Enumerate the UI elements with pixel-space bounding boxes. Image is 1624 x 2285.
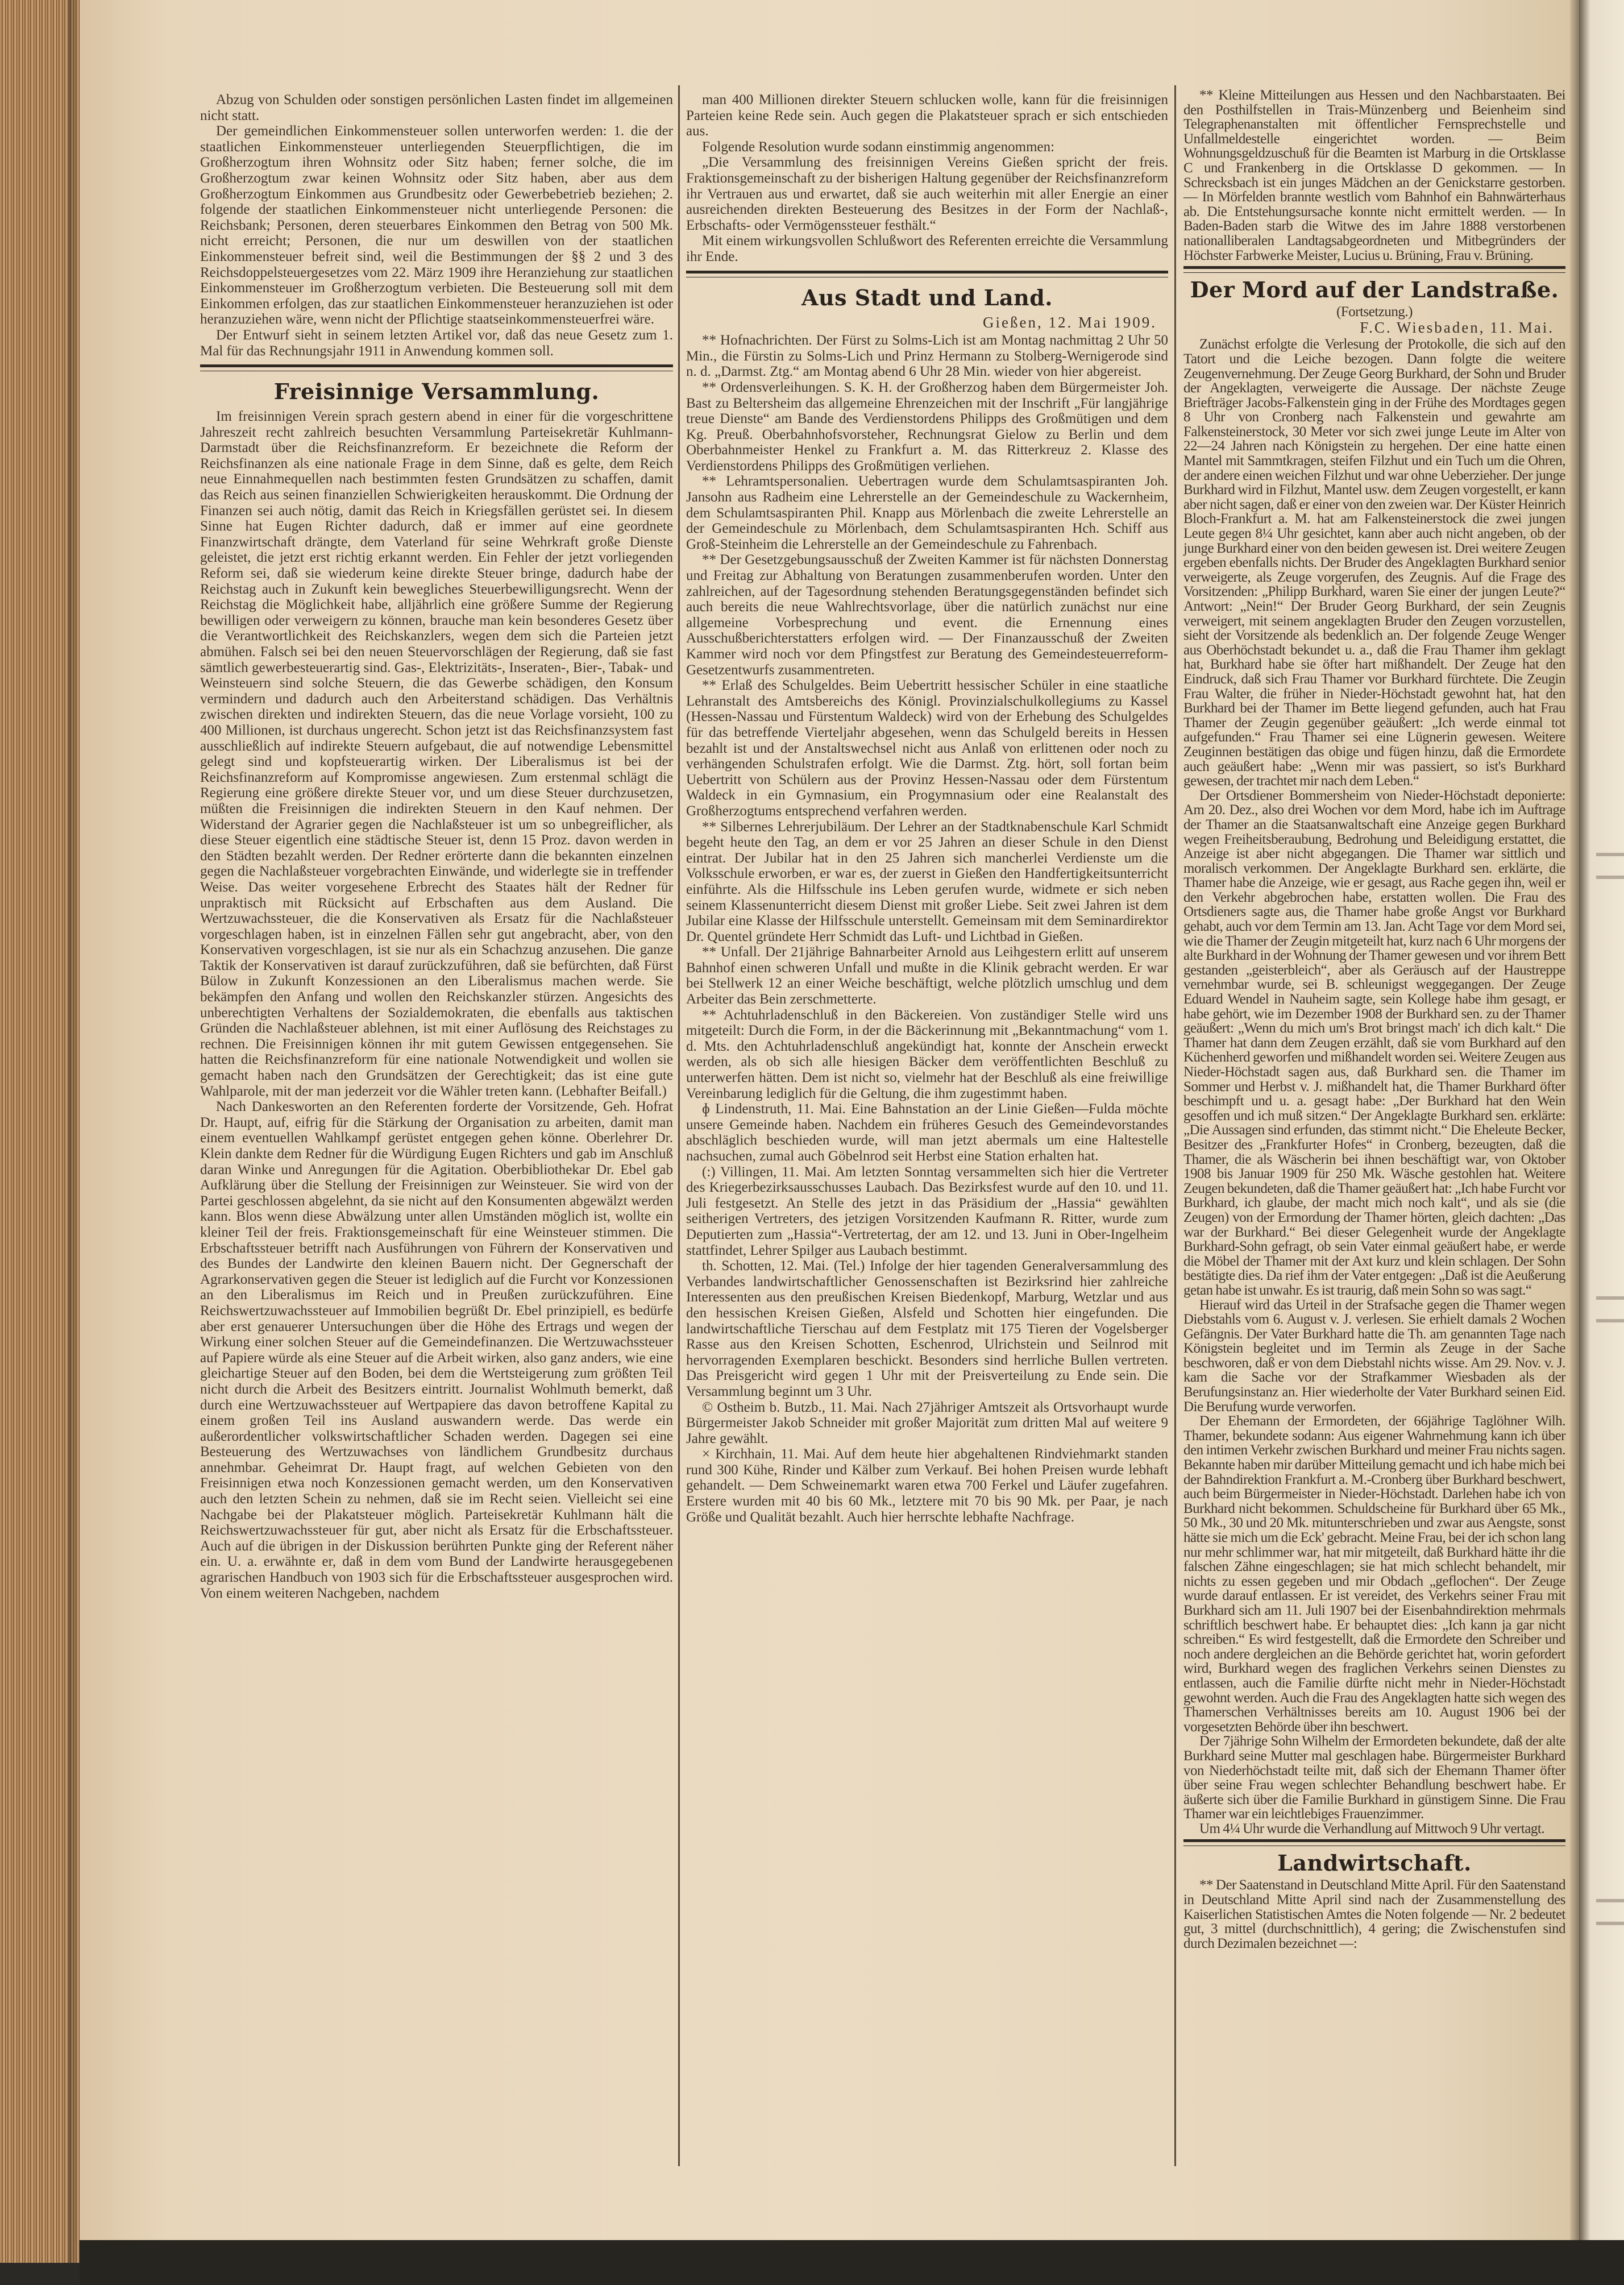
headline-freisinnige-versammlung: Freisinnige Versammlung. bbox=[273, 379, 600, 405]
paragraph: th. Schotten, 12. Mai. (Tel.) Infolge der hier tagenden Generalversammlung des Verbandes landwirtschaftlicher Genossenschaften ist Bezirksrind hier zahlreiche Interessenten aus den preußischen Kreisen Biedenkopf, Marburg, Wetzlar und aus den hessischen Kreisen Gießen, Alsfeld und Schotten hier eingefunden. Die landwirtschaftliche Tierschau auf dem Festplatz mit 175 Tieren der Vogelsberger Rasse aus den Kreisen Schotten, Eschenrod, Ulrichstein und Seilnrod mit hervorragenden Exemplaren beschickt. Besonders sind herrliche Bullen vertreten. Das Preisgericht wird gegen 1 Uhr mit der Preisverteilung zu Ende sein. Die Versammlung beginnt um 3 Uhr. bbox=[686, 1258, 1168, 1399]
column-2 bbox=[686, 92, 1168, 1525]
headline-landwirtschaft: Landwirtschaft. bbox=[1277, 1850, 1472, 1876]
subtitle: (Fortsetzung.) bbox=[1336, 304, 1413, 320]
paragraph: Der Ortsdiener Bommersheim von Nieder-Höchstadt deponierte: Am 20. Dez., also drei Wochen vor dem Mord, habe ich im Auftrage der Thamer an die Staatsanwaltschaft eine Anzeige gegen Burkhard wegen Freiheitsberaubung, Bedrohung und Beleidigung erstattet, die Anzeige ist aber nicht abgegangen. Die Thamer war sittlich und moralisch verkommen. Der Angeklagte Burkhard sen. erklärte, die Thamer habe die Anzeige, wie er gesagt, aus Rache gegen ihn, weil er den Verkehr abgebrochen habe, erstatten wollen. Die Frau des Ortsdieners sagte aus, die Thamer habe große Angst vor Burkhard gehabt, auch vor dem Termin am 13. Jan. Acht Tage vor dem Mord sei, wie die Thamer der Zeugin mitgeteilt hat, kurz nach 6 Uhr morgens der alte Burkhard in der Wohnung der Thamer gewesen und vor ihrem Bett gestanden „geisterbleich“, aber als Geräusch auf der Haustreppe vernehmbar wurde, sei B. schleunigst weggegangen. Der Zeuge Eduard Wendel in Nauheim sagte, sein Kollege habe ihm gesagt, er habe gehört, wie im Dezember 1908 der Burkhard sen. zu der Thamer geäußert: „Wenn du mich um's Brot bringst mach' ich dich kalt.“ Die Thamer hat dann dem Zeugen erzählt, daß sie vom Burkhard auf den Küchenherd geworfen und mißhandelt worden sei. Weitere Zeugen aus Nieder-Höchstadt sagen aus, daß Burkhard sen. die Thamer im Sommer und Herbst v. J. mißhandelt hat, die Thamer Burkhard öfter beschimpft und u. a. gesagt habe: „Der Burkhard hat den Wein gesoffen und ich muß sitzen.“ Der Angeklagte Burkhard sen. erklärte: „Die Aussagen sind erfunden, das stimmt nicht.“ Die Eheleute Becker, Besitzer des „Frankfurter Hofes“ in Cronberg, bezeugten, daß die Thamer, die als Wäscherin bei ihnen beschäftigt war, von Oktober 1908 bis Januar 1909 für 250 Mk. Wäsche gestohlen hat. Weitere Zeugen bekundeten, daß die Thamer geäußert hat: „Ich habe Furcht vor Burkhard, ich glaube, der macht mich noch kalt“, und als sie (die Zeugen) von der Ermordung der Thamer hörten, gleich dachten: „Das war der Burkhard.“ Bei dieser Gelegenheit wurde der Angeklagte Burkhard-Sohn gefragt, ob sein Vater einmal geäußert habe, er werde die Möbel der Thamer mit der Axt kurz und klein schlagen. Der Sohn bestätigte dies. Da rief ihm der Vater entgegen: „Daß ist die Aeußerung getan habe ist unwahr. Es ist traurig, daß mein Sohn so was sagt.“ bbox=[1183, 787, 1565, 1298]
paragraph: ** Ordensverleihungen. S. K. H. der Großherzog haben dem Bürgermeister Joh. Bast zu Beltersheim das allgemeine Ehrenzeichen mit der Inschrift „Für langjährige treue Dienste“ am Bande des Verdienstordens Philipps des Großmütigen und dem Kg. Preuß. Oberbahnhofsvorsteher, Rechnungsrat Gielow zu Berlin und dem Oberbahnmeister Henkel zu Frankfurt a. M. das Ritterkreuz 2. Klasse des Verdienstordens Philipps des Großmütigen verliehen. bbox=[686, 379, 1168, 474]
paragraph: Nach Dankesworten an den Referenten forderte der Vorsitzende, Geh. Hofrat Dr. Haupt, auf, eifrig für die Stärkung der Organisation zu arbeiten, damit man einem eventuellen Wahlkampf gerüstet entgegen gehen könne. Oberlehrer Dr. Klein dankte dem Redner für die Würdigung Eugen Richters und gab im Anschluß daran Winke und Anregungen für die Agitation. Oberbibliothekar Dr. Ebel gab Aufklärung über die Stellung der Freisinnigen zur Weinsteuer. Sie wird von der Partei geschlossen abgelehnt, da sie nicht auf den Konsumenten abgewälzt werden kann. Blos wenn diese Abwälzung unter allen Umständen möglich ist, wollte ein kleiner Teil der freis. Fraktionsgemeinschaft für eine Weinsteuer stimmen. Die Erbschaftssteuer betrifft nach Ausführungen von Führern der Konservativen und des Bundes der Landwirte den kleinen Bauern nicht. Der Gegnerschaft der Agrarkonservativen gegen die Steuer ist lediglich auf die Furcht vor Konzessionen an den Liberalismus im Reich und in Preußen zurückzuführen. Eine Reichswertzuwachssteuer auf Immobilien begrüßt Dr. Ebel prinzipiell, es bedürfe aber erst genauerer Untersuchungen über die Höhe des Ertrags und wegen der Wirkung einer solchen Steuer auf die Gemeindefinanzen. Die Wertzuwachssteuer auf Papiere würde als eine Steuer auf die Arbeit wirken, also ganz anders, wie eine gleichartige Steuer auf den Boden, bei dem die Wertsteigerung zum größten Teil nicht durch die Arbeit des Besitzers eintritt. Journalist Wohlmuth bemerkt, daß durch eine Wertzuwachssteuer auf Wertpapiere das davon betroffene Kapital zu einem großen Teil ins Ausland auswandern werde. Das werde ein außerordentlicher volkswirtschaftlicher Schaden werden. Dagegen sei eine Besteuerung des Wertzuwachses von ländlichem Grundbesitz durchaus annehmbar. Geheimrat Dr. Haupt fragt, auf welchen Gebieten von den Freisinnigen etwa noch Konzessionen gemacht werden, um den Konservativen auch den letzten Schein zu nehmen, daß sie im Recht seien. Vielleicht sei eine Nachgabe bei der Plakatsteuer möglich. Parteisekretär Kuhlmann hält die Reichswertzuwachssteuer für gut, aber nicht als Ersatz für die Erbschaftssteuer. Auch auf die übrigen in der Diskussion berührten Punkte ging der Referent näher ein. U. a. erwähnte er, daß in dem vom Bund der Landwirte herausgegebenen agrarischen Handbuch von 1903 sich für die Erbschaftssteuer ausgesprochen wird. Von einem weiteren Nachgeben, nachdem bbox=[200, 1099, 673, 1601]
paragraph: Hierauf wird das Urteil in der Strafsache gegen die Thamer wegen Diebstahls vom 6. August v. J. verlesen. Sie erhielt damals 2 Wochen Gefängnis. Der Vater Burkhard hatte die Th. am genannten Tage nach Königstein begleitet und im Termin als Zeuge in der Sache beschworen, daß er von dem Diebstahl nichts wisse. Am 29. Nov. v. J. kam die Sache vor der Strafkammer Wiesbaden als der Berufungsinstanz an. Hier wiederholte der Vater Burkhard seinen Eid. Die Berufung wurde verworfen. bbox=[1183, 1297, 1565, 1415]
book-page-edges bbox=[0, 0, 80, 2263]
paragraph: Der gemeindlichen Einkommensteuer sollen unterworfen werden: 1. die der staatlichen Einkommensteuer unterliegenden Steuerpflichtigen, die im Großherzogtum ihren Wohnsitz oder Sitz haben; ferner solche, die im Großherzogtum zwar keinen Wohnsitz oder Sitz haben, aber aus dem Großherzogtum Einkommen aus Grundbesitz oder Gewerbebetrieb beziehen; 2. folgende der staatlichen Einkommensteuer nicht unterliegende Personen: die Reichsbank; Personen, deren steuerbares Einkommen den Betrag von 500 Mk. nicht erreicht; Personen, die nur um deswillen von der staatlichen Einkommensteuer befreit sind, weil die Bestimmungen der §§ 2 und 3 des Reichsdoppelsteuergesetzes vom 22. März 1909 ihre Heranziehung zur staatlichen Einkommensteuer im Großherzogtum verbieten. Die Besteuerung soll mit dem Einkommen erfolgen, das zur staatlichen Einkommensteuer heranzuziehen ist oder heranzuziehen wäre, wenn nicht der Pflichtige staatseinkommensteuerfrei wäre. bbox=[200, 123, 673, 327]
paragraph: ** Lehramtspersonalien. Uebertragen wurde dem Schulamtsaspiranten Joh. Jansohn aus Radheim eine Lehrerstelle an der Gemeindeschule zu Wackernheim, dem Schulamtsaspiranten Phil. Knapp aus Mörlenbach die zweite Lehrerstelle an der Gemeindeschule zu Mörlenbach, dem Schulamtsaspiranten Hch. Schiff aus Groß-Steinheim die Lehrerstelle an der Gemeindeschule zu Fahrenbach. bbox=[686, 474, 1168, 552]
section-rule bbox=[200, 364, 673, 371]
paragraph: ** Kleine Mitteilungen aus Hessen und den Nachbarstaaten. Bei den Posthilfstellen in Trais-Münzenberg und Beienheim sind Telegraphenanstalten mit öffentlicher Fernsprechstelle und Unfallmeldestelle eingerichtet worden. — Beim Wohnungsgeldzuschuß für die Beamten ist Marburg in die Ortsklasse C und Frankenberg in die Ortsklasse D gekommen. — In Schrecksbach ist ein junges Mädchen an der Genickstarre gestorben. — In Mörfelden brannte westlich vom Bahnhof ein Bahnwärterhaus ab. Die Entstehungsursache konnte nicht ermittelt werden. — In Baden-Baden starb die Witwe des im Jahre 1888 verstorbenen nationalliberalen Landtagsabgeordneten und Mitbegründers der Höchster Farbwerke Meister, Lucius u. Brüning, Frau v. Brüning. bbox=[1183, 88, 1565, 263]
column-3 bbox=[1183, 88, 1565, 1951]
paragraph: Mit einem wirkungsvollen Schlußwort des Referenten erreichte die Versammlung ihr Ende. bbox=[686, 233, 1168, 264]
kleine-mitteilungen bbox=[1183, 88, 1565, 263]
paragraph: (:) Villingen, 11. Mai. Am letzten Sonntag versammelten sich hier die Vertreter des Kriegerbezirksausschusses Laubach. Das Bezirksfest wurde auf den 10. und 11. Juli festgesetzt. An Stelle des jetzt in das Präsidium der „Hassia“ gewählten seitherigen Vertreters, des jetzigen Vorsitzenden Kaufmann R. Ritter, wurde zum Deputierten zum „Hassia“-Vertretertag, der am 12. und 13. Juni in Ober-Ingelheim stattfindet, Lehrer Spilger aus Laubach bestimmt. bbox=[686, 1164, 1168, 1258]
continued-article bbox=[686, 92, 1168, 265]
paragraph: Der Entwurf sieht in seinem letzten Artikel vor, daß das neue Gesetz zum 1. Mal für das Rechnungsjahr 1911 in Anwendung kommen soll. bbox=[200, 327, 673, 359]
section-rule bbox=[1183, 1839, 1565, 1846]
paragraph: ** Erlaß des Schulgeldes. Beim Uebertritt hessischer Schüler in eine staatliche Lehranstalt des Amtsbereichs des Königl. Provinzialschulkollegiums zu Kassel (Hessen-Nassau und Fürstentum Waldeck) wird von der Erhebung des Schulgeldes für das betreffende Vierteljahr abgesehen, wenn das Schulgeld bereits in Hessen bezahlt ist und der Anstaltswechsel nicht aus Anlaß von erlittenen oder noch zu verhängenden Schulstrafen erfolgt. Wie die Darmst. Ztg. hört, soll fortan beim Uebertritt von Schülern aus der Provinz Hessen-Nassau oder dem Fürstentum Waldeck in ein Gymnasium, ein Progymnasium oder eine Realanstalt des Großherzogtums entsprechend verfahren werden. bbox=[686, 678, 1168, 819]
paragraph: ** Der Saatenstand in Deutschland Mitte April. Für den Saatenstand in Deutschland Mitte April sind nach der Zusammenstellung des Kaiserlichen Statistischen Amtes die Noten folgende — Nr. 2 bedeutet gut, 3 mittel (durchschnittlich), 4 gering; die Zwischenstufen sind durch Dezimalen bezeichnet —: bbox=[1183, 1877, 1565, 1951]
paragraph: Der Ehemann der Ermordeten, der 66jährige Taglöhner Wilh. Thamer, bekundete sodann: Aus eigener Wahrnehmung kann ich über den intimen Verkehr zwischen Burkhard und meiner Frau nichts sagen. Bekannte haben mir darüber Mitteilung gemacht und ich habe mich bei der Bahndirektion Frankfurt a. M.-Cronberg über Burkhard beschwert, auch beim Bürgermeister in Nieder-Höchstadt. Darlehen habe ich von Burkhard nicht bekommen. Schuldscheine für Burkhard über 65 Mk., 50 Mk., 30 und 20 Mk. mitunterschrieben und zwar aus Aengste, sonst hätte sie mich um die Eck' gebracht. Meine Frau, bei der ich schon lang nur mehr schlimmer war, hat mir mitgeteilt, daß Burkhard hätte ihr die falschen Zähne eingeschlagen; sie hat mich schlecht behandelt, mir nichts zu essen gegeben und mir Obdach „geflochen“. Der Zeuge wurde darauf entlassen. Er ist vereidet, des Verkehrs seiner Frau mit Burkhard sich am 11. Juli 1907 bei der Eisenbahndirektion mehrmals schriftlich beschwert habe. Er behauptet dies: „Ich kann ja gar nicht schreiben.“ Es wird festgestellt, daß die Ermordete den Schreiber und noch andere dergleichen an die Behörde gerichtet hat, worin gefordert wird, Burkhard wegen des fraglichen Verkehrs seinen Dienstes zu entlassen, auch die Familie dürfte nicht mehr in Nieder-Höchstadt gewohnt werden. Auch die Frau des Angeklagten hatte sich wegen des Thamerschen Verhältnisses bereits am 10. August 1906 bei der vorgesetzten Behörde über ihn beschwert. bbox=[1183, 1413, 1565, 1735]
paragraph: × Kirchhain, 11. Mai. Auf dem heute hier abgehaltenen Rindviehmarkt standen rund 300 Kühe, Rinder und Kälber zum Verkauf. Bei hohen Preisen wurde lebhaft gehandelt. — Dem Schweinemarkt waren etwa 700 Ferkel und Läufer zugefahren. Erstere wurden mit 40 bis 60 Mk., letztere mit 70 bis 90 Mk. per Paar, je nach Größe und Qualität bezahlt. Auch hier herrschte lebhafte Nachfrage. bbox=[686, 1446, 1168, 1525]
dateline: Gießen, 12. Mai 1909. bbox=[983, 313, 1157, 331]
book-gutter bbox=[1570, 0, 1579, 2251]
paragraph: Folgende Resolution wurde sodann einstimmig angenommen: bbox=[702, 139, 1055, 155]
section-rule bbox=[1183, 266, 1565, 273]
paragraph: Abzug von Schulden oder sonstigen persönlichen Lasten findet im allgemeinen nicht statt. bbox=[200, 92, 673, 123]
local-news-items bbox=[686, 333, 1168, 1525]
article-body bbox=[1183, 1878, 1565, 1951]
paragraph: Der 7jährige Sohn Wilhelm der Ermordeten bekundete, daß der alte Burkhard seine Mutter mal geschlagen habe. Bürgermeister Burkhard von Niederhöchstadt teilte mit, daß sich der Ehemann Thamer öfter über seine Frau wegen schlechter Behandlung beschwert habe. Er äußerte sich über die Familie Burkhard in günstigem Sinne. Die Frau Thamer war ein leichtlebiges Frauenzimmer. bbox=[1183, 1734, 1565, 1822]
paragraph: „Die Versammlung des freisinnigen Vereins Gießen spricht der freis. Fraktionsgemeinschaft zu der bisherigen Haltung gegenüber der Reichsfinanzreform ihr Vertrauen aus und erwartet, daß sie auch weiterhin mit aller Energie an einer ausreichenden direkten Besteuerung des Besitzes in der Form der Nachlaß-, Erbschafts- oder Vermögenssteuer festhält.“ bbox=[686, 155, 1168, 233]
paragraph: © Ostheim b. Butzb., 11. Mai. Nach 27jähriger Amtszeit als Ortsvorhaupt wurde Bürgermeister Jakob Schneider mit großer Majorität zum dritten Mal auf weitere 9 Jahre gewählt. bbox=[686, 1399, 1168, 1446]
paragraph: Um 4¼ Uhr wurde die Verhandlung auf Mittwoch 9 Uhr vertagt. bbox=[1199, 1820, 1545, 1836]
desk-background bbox=[80, 2240, 1624, 2285]
column-1 bbox=[200, 92, 673, 1601]
paragraph: ** Silbernes Lehrerjubiläum. Der Lehrer an der Stadtknabenschule Karl Schmidt begeht heute den Tag, an dem er vor 25 Jahren an dieser Schule in den Dienst eintrat. Der Jubilar hat in den 25 Jahren sich mancherlei Verdienste um die Volksschule erworben, er war es, der zuerst in Gießen den Handfertigkeitsunterricht einführte. Als die Hilfsschule ins Leben gerufen wurde, widmete er sich neben seinem Klassenunterricht diesem Dienst mit großer Liebe. Seit zwei Jahren ist dem Jubilar eine Klasse der Hilfsschule unterstellt. Gemeinsam mit dem Seminardirektor Dr. Quentel gründete Herr Schmidt das Luft- und Lichtbad in Gießen. bbox=[686, 819, 1168, 944]
paragraph: ** Achtuhrladenschluß in den Bäckereien. Von zuständiger Stelle wird uns mitgeteilt: Durch die Form, in der die Bäckerinnung mit „Bekanntmachung“ vom 1. d. Mts. den Achtuhrladenschluß angekündigt hat, konnte der Anschein erweckt werden, als ob sich alle hiesigen Bäcker dem veröffentlichten Beschluß zu unterwerfen hätten. Dem ist nicht so, vielmehr hat der Beschluß als eine freiwillige Vereinbarung lediglich für die Geltung, die ihm zugestimmt haben. bbox=[686, 1007, 1168, 1101]
paragraph: man 400 Millionen direkter Steuern schlucken wolle, kann für die freisinnigen Parteien keine Rede sein. Auch gegen die Plakatsteuer sprach er sich entschieden aus. bbox=[686, 92, 1168, 139]
paragraph: ** Hofnachrichten. Der Fürst zu Solms-Lich ist am Montag nachmittag 2 Uhr 50 Min., die Fürstin zu Solms-Lich und Prinz Hermann zu Stolberg-Wernigerode sind n. d. „Darmst. Ztg.“ am Montag abend 6 Uhr 28 Min. wieder von hier abgereist. bbox=[686, 333, 1168, 380]
headline-aus-stadt-und-land: Aus Stadt und Land. bbox=[801, 284, 1053, 310]
dateline: F.C. Wiesbaden, 11. Mai. bbox=[1360, 318, 1554, 336]
column-divider bbox=[678, 85, 680, 2166]
article-body bbox=[200, 409, 673, 1601]
column-divider bbox=[1174, 85, 1176, 2166]
paragraph: ɸ Lindenstruth, 11. Mai. Eine Bahnstation an der Linie Gießen—Fulda möchte unsere Gemeinde haben. Nachdem ein früheres Gesuch des Gemeindevorstandes abschläglich beschieden wurde, will man jetzt abermals um eine Haltestelle nachsuchen, zumal auch Göbelnrod seit Herbst eine Station erhalten hat. bbox=[686, 1101, 1168, 1164]
section-rule bbox=[686, 271, 1168, 277]
paragraph: ** Unfall. Der 21jährige Bahnarbeiter Arnold aus Leihgestern erlitt auf unserem Bahnhof einen schweren Unfall und mußte in die Klinik gebracht werden. Er war bei Stellwerk 12 an einer Weiche beschäftigt, welche plötzlich umschlug und dem Arbeiter das Bein zerschmetterte. bbox=[686, 944, 1168, 1007]
article-body bbox=[1183, 337, 1565, 1836]
paragraph: ** Der Gesetzgebungsausschuß der Zweiten Kammer ist für nächsten Donnerstag und Freitag zur Abhaltung von Beratungen zusammenberufen worden. Unter den zahlreichen, auf der Tagesordnung stehenden Beratungsgegenständen befindet sich auch bereits die neue Wahlrechtsvorlage, über die natürlich zunächst nur eine allgemeine Vorbesprechung und event. die Ernennung eines Ausschußberichterstatters erfolgen wird. — Der Finanzausschuß der Zweiten Kammer wird noch vor dem Pfingstfest zur Beratung des Gemeindesteuerreform-Gesetzentwurfs zusammentreten. bbox=[686, 552, 1168, 678]
paragraph: Zunächst erfolgte die Verlesung der Protokolle, die sich auf den Tatort und die Leiche bezogen. Dann folgte die weitere Zeugenvernehmung. Der Zeuge Georg Burkhard, der Sohn und Bruder der Angeklagten, verweigerte die Aussage. Der nächste Zeuge Briefträger Jacobs-Falkenstein ging in der Frühe des Mordtages gegen 8 Uhr von Cronberg nach Falkenstein und gewahrte am Falkensteinerstock, 30 Meter vor sich zwei junge Leute im Alter von 22—24 Jahren nach Königstein zu hergehen. Der eine hatte einen Mantel mit Sammtkragen, steifen Filzhut und ein Tuch um die Ohren, der andere einen weichen Filzhut und war ohne Ueberzieher. Der junge Burkhard wird in Filzhut, Mantel usw. dem Zeugen vorgestellt, er kann aber nicht sagen, daß er einer von den zweien war. Der Küster Heinrich Bloch-Frankfurt a. M. hat am Falkensteinerstock die zwei jungen Leute gegen 8¼ Uhr gesichtet, kann aber auch nicht angeben, ob der junge Burkhard einer von den beiden gewesen ist. Drei weitere Zeugen ergeben ebenfalls nichts. Der Bruder des Angeklagten Burkhard senior verweigerte, als Zeuge vorgerufen, des Zeugnis. Auf die Frage des Vorsitzenden: „Philipp Burkhard, waren Sie einer der jungen Leute?“ Antwort: „Nein!“ Der Bruder Georg Burkhard, der sein Zeugnis verweigert, mit seinem angeklagten Bruder den Zeugen vorzustellen, sieht der Vorsitzende als bedenklich an. Der folgende Zeuge Wenger aus Oberhöchstadt bekundet u. a., daß die Frau Thamer ihm geklagt hat, Burkhard habe sie öfter hart mißhandelt. Der Zeuge hat den Eindruck, daß sich Frau Thamer vor Burkhard fürchtete. Die Zeugin Frau Walter, die früher in Nieder-Höchstadt gewohnt hat, hat den Burkhard bei der Thamer im Bette liegend gefunden, auch hat Frau Thamer der Zeugin gegenüber geäußert: „Ich werde einmal tot aufgefunden.“ Frau Thamer sei eine Lügnerin gewesen. Weitere Zeuginnen bestätigen das obige und fügen hinzu, daß die Ermordete auch geäußert habe: „Wenn mir was passiert, so ist's Burkhard gewesen, der trachtet mir nach dem Leben.“ bbox=[1183, 337, 1565, 789]
headline-mord-auf-der-landstrasse: Der Mord auf der Landstraße. bbox=[1190, 277, 1559, 303]
paragraph: Im freisinnigen Verein sprach gestern abend in einer für die vorgeschrittene Jahreszeit recht zahlreich besuchten Versammlung Parteisekretär Kuhlmann-Darmstadt über die Reichsfinanzreform. Er bezeichnete die Reform der Reichsfinanzen als eine nationale Frage in dem Sinne, daß es gelte, dem Reich neue Einnahmequellen nach bestimmten festen Grundsätzen zu schaffen, damit das Reich aus seinen finanziellen Schwierigkeiten herauskommt. Die Ordnung der Finanzen sei auch nötig, damit das Reich in Kriegsfällen gerüstet sei. In diesem Sinne hat Eugen Richter dadurch, daß er immer auf eine geordnete Finanzwirtschaft drängte, dem Vaterland für seine Wehrkraft große Dienste geleistet, die jetzt erst richtig erkannt werden. Ein Fehler der jetzt vorliegenden Reform sei, daß sie wiederum keine direkte Steuer bringe, dadurch habe der Reichstag auch in Zukunft kein bewegliches Steuerbewilligungsrecht. Wenn der Reichstag die Möglichkeit habe, alljährlich eine größere Summe der Regierung bewilligen oder verweigern zu können, brauche man kein besonderes Gesetz über die Verantwortlichkeit des Reichskanzlers, wegen dem sich die Parteien jetzt abmühen. Falsch sei bei den neuen Steuervorschlägen der Regierung, daß sie fast sämtlich gewerbesteuerartig sind. Gas-, Elektrizitäts-, Inseraten-, Bier-, Tabak- und Weinsteuern sind solche Steuern, die das Gewerbe schädigen, den Konsum vermindern und dadurch auch den Arbeiterstand schädigen. Das Verhältnis zwischen direkten und indirekten Steuern, das die neue Vorlage vorsieht, 100 zu 400 Millionen, ist durchaus ungerecht. Schon jetzt ist das Reichsfinanzsystem fast ausschließlich auf indirekte Steuern aufgebaut, die auf notwendige Lebensmittel gelegt sind und kopfsteuerartig wirken. Der Liberalismus ist bei der Reichsfinanzreform auf Kompromisse angewiesen. Zum erstenmal schlägt die Regierung eine größere direkte Steuer vor, und um diese Steuer durchzusetzen, müßten die Freisinnigen die indirekten Steuern in den Kauf nehmen. Der Widerstand der Agrarier gegen die Nachlaßsteuer ist um so unbegreiflicher, als diese Steuer eigentlich eine städtische Steuer ist, denn 15 Proz. davon werden in den Städten bezahlt werden. Der Redner erörterte dann die bekannten einzelnen gegen die Nachlaßsteuer vorgebrachten Einwände, und widerlegte sie in treffender Weise. Das weiter vorgesehene Erbrecht des Staates hält der Redner für unpraktisch mit Rücksicht auf Erbschaften aus dem Ausland. Die Wertzuwachssteuer, die die Konservativen als Ersatz für die Nachlaßsteuer vorgeschlagen haben, ist in einzelnen Fällen sehr gut angebracht, aber, von den Konservativen vorgeschlagen, ist sie nur als ein Schachzug anzusehen. Die ganze Taktik der Konservativen ist darauf zurückzuführen, daß sie befürchten, daß Fürst Bülow in Zukunft Konzessionen an den Liberalismus machen werde. Sie bekämpfen den Anfang und wollen den Reichskanzler stürzen. Angesichts des unberechtigten Verhaltens der Sozialdemokraten, die ebenfalls aus taktischen Gründen die Nachlaßsteuer ablehnen, ist mit einer Auflösung des Reichstages zu rechnen. Die Freisinnigen können ihr mit gutem Gewissen entgegensehen. Sie hatten die Reichsfinanzreform für eine nationale Notwendigkeit und wollen sie gemacht haben nach den Grundsätzen der Gerechtigkeit; das ist eine gute Wahlparole, mit der man jederzeit vor die Wähler treten kann. (Lebhafter Beifall.) bbox=[200, 409, 673, 1099]
continued-article bbox=[200, 92, 673, 359]
adjacent-page-sliver bbox=[1579, 0, 1624, 2251]
